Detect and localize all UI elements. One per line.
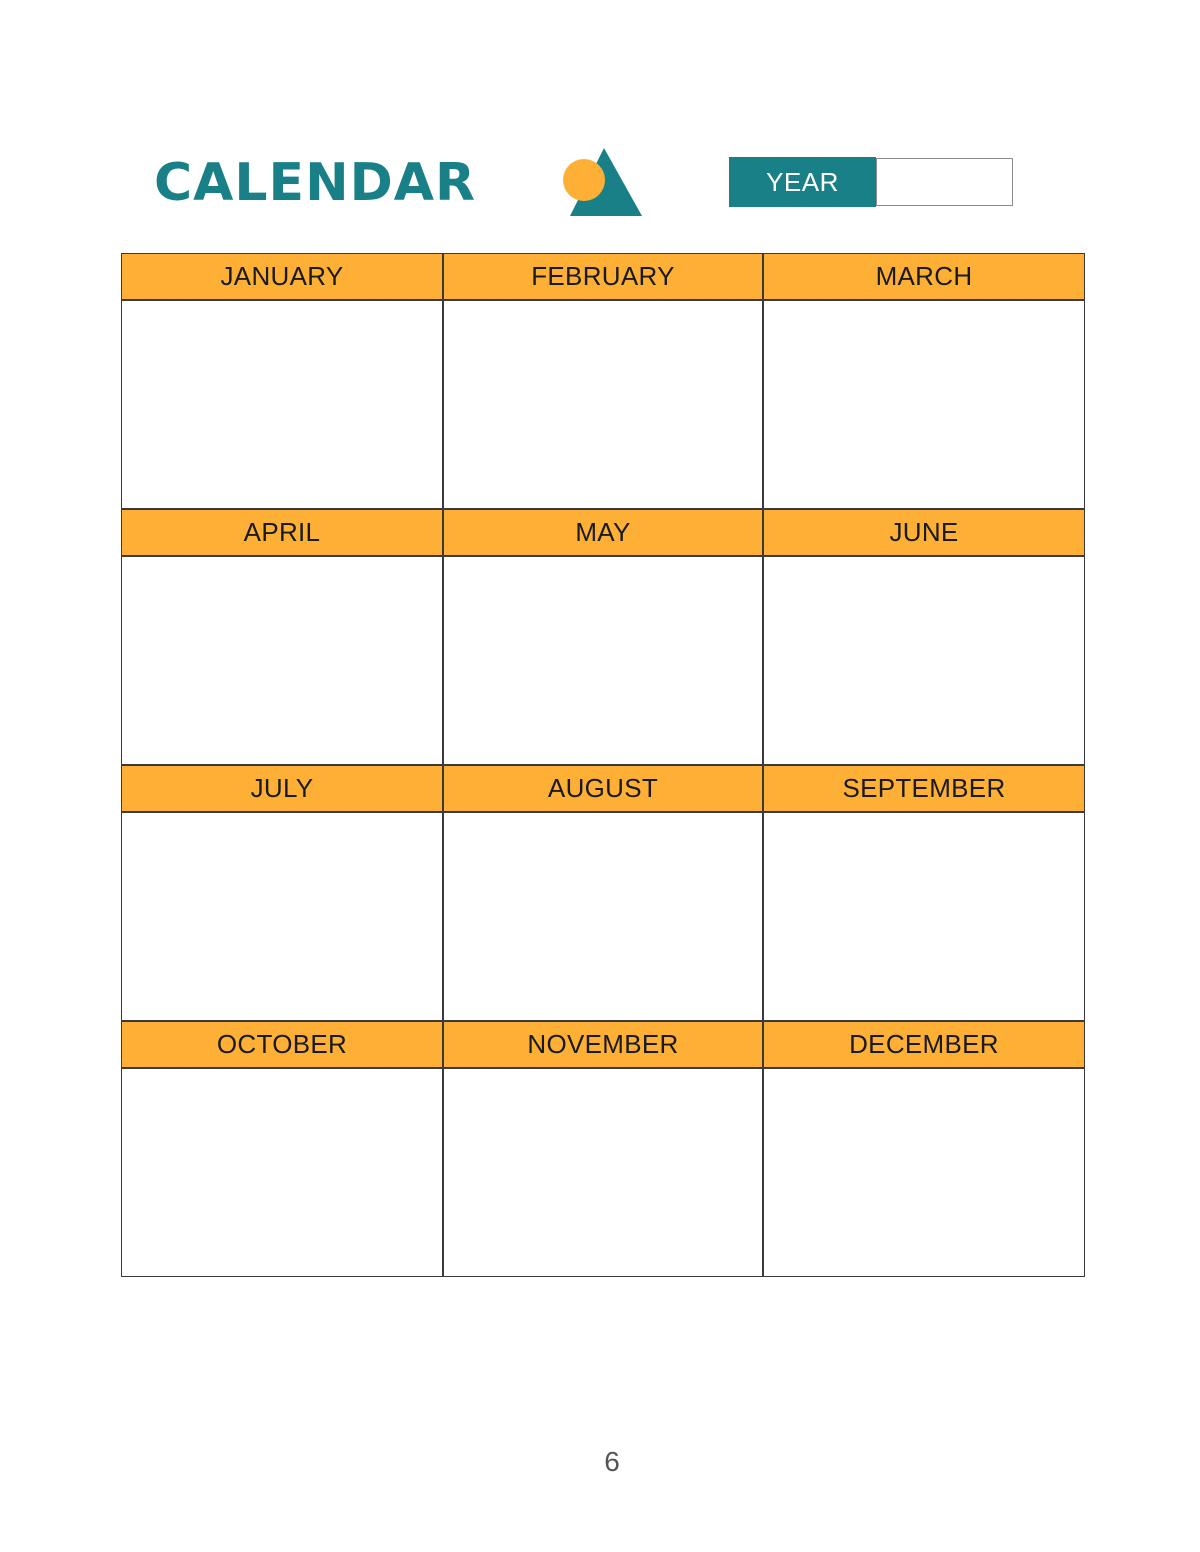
month-notes-march[interactable]	[764, 301, 1084, 508]
month-notes-november[interactable]	[444, 1069, 762, 1276]
month-notes-october[interactable]	[122, 1069, 442, 1276]
month-cell-may	[443, 509, 763, 765]
month-notes-july[interactable]	[122, 813, 442, 1020]
month-notes-december[interactable]	[764, 1069, 1084, 1276]
month-notes-april[interactable]	[122, 557, 442, 764]
month-header-july: JULY	[122, 766, 442, 813]
month-cell-march	[763, 253, 1085, 509]
month-cell-december	[763, 1021, 1085, 1277]
month-header-march: MARCH	[764, 254, 1084, 301]
month-notes-february[interactable]	[444, 301, 762, 508]
month-header-april: APRIL	[122, 510, 442, 557]
month-cell-october	[121, 1021, 443, 1277]
month-header-december: DECEMBER	[764, 1022, 1084, 1069]
month-cell-november	[443, 1021, 763, 1277]
logo-circle	[563, 159, 605, 201]
month-notes-january[interactable]	[122, 301, 442, 508]
month-header-january: JANUARY	[122, 254, 442, 301]
month-cell-january	[121, 253, 443, 509]
month-header-august: AUGUST	[444, 766, 762, 813]
year-input[interactable]	[876, 158, 1013, 206]
month-cell-september	[763, 765, 1085, 1021]
month-cell-june	[763, 509, 1085, 765]
month-grid	[121, 253, 1085, 1277]
page-number: 6	[604, 1446, 620, 1477]
month-cell-february	[443, 253, 763, 509]
month-cell-july	[121, 765, 443, 1021]
circle-triangle-logo-icon	[558, 144, 644, 220]
month-notes-august[interactable]	[444, 813, 762, 1020]
page-title: CALENDAR	[154, 153, 477, 213]
month-header-november: NOVEMBER	[444, 1022, 762, 1069]
month-header-june: JUNE	[764, 510, 1084, 557]
month-cell-april	[121, 509, 443, 765]
month-header-september: SEPTEMBER	[764, 766, 1084, 813]
month-notes-june[interactable]	[764, 557, 1084, 764]
month-notes-may[interactable]	[444, 557, 762, 764]
month-notes-september[interactable]	[764, 813, 1084, 1020]
year-label: YEAR	[729, 157, 876, 207]
month-cell-august	[443, 765, 763, 1021]
month-header-october: OCTOBER	[122, 1022, 442, 1069]
month-header-may: MAY	[444, 510, 762, 557]
month-header-february: FEBRUARY	[444, 254, 762, 301]
